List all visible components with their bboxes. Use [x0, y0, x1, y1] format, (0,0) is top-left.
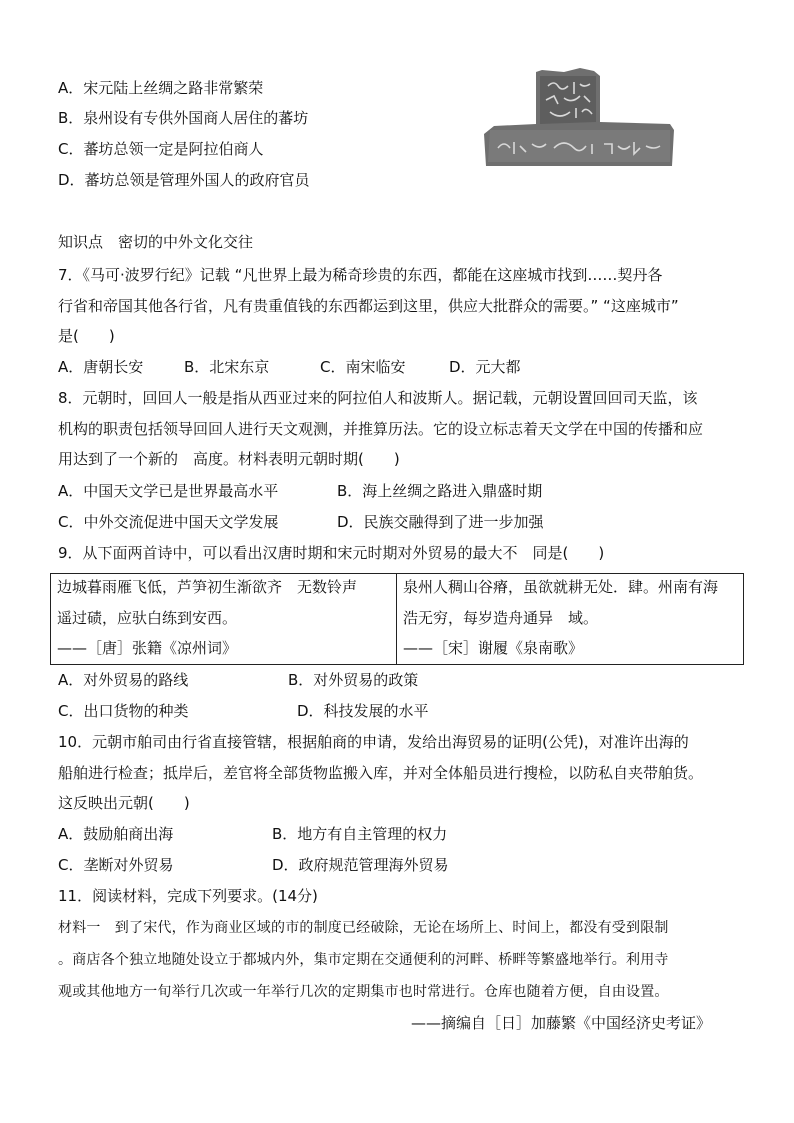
poem-left-line-1: 边城暮雨雁飞低，芦笋初生渐欲齐 无数铃声	[57, 578, 358, 596]
q8-line-3: 用达到了一个新的 高度。材料表明元朝时期( )	[58, 450, 400, 468]
q9-option-b: B．对外贸易的政策	[288, 671, 419, 689]
poem-right-line-1: 泉州人稠山谷瘠，虽欲就耕无处．肆。州南有海	[403, 578, 719, 596]
q6-option-b: B．泉州设有专供外国商人居住的蕃坊	[58, 109, 309, 127]
poem-left-line-2: 遥过碛，应驮白练到安西。	[57, 609, 238, 627]
q7-option-b: B．北宋东京	[184, 358, 270, 376]
section-heading: 知识点 密切的中外文化交往	[58, 233, 254, 251]
poem-table	[50, 573, 744, 665]
q11-material-line-3: 观或其他地方一旬举行几次或一年举行几次的定期集市也时常进行。仓库也随着方便，自由设置。	[58, 984, 669, 1000]
q8-line-2: 机构的职责包括领导回回人进行天文观测，并推算历法。它的设立标志着天文学在中国的传播和应	[58, 420, 704, 438]
q8-option-c: C．中外交流促进中国天文学发展	[58, 513, 279, 531]
q8-line-1: 8．元朝时，回回人一般是指从西亚过来的阿拉伯人和波斯人。据记载，元朝设置回回司天监，该	[58, 389, 698, 407]
q6-option-c: C．蕃坊总领一定是阿拉伯商人	[58, 140, 264, 158]
poem-right-source: ——［宋］谢履《泉南歌》	[403, 639, 584, 657]
q8-option-d: D．民族交融得到了进一步加强	[337, 513, 544, 531]
q6-option-d: D．蕃坊总领是管理外国人的政府官员	[58, 171, 310, 189]
q9-option-d: D．科技发展的水平	[297, 702, 429, 720]
q10-line-3: 这反映出元朝( )	[58, 794, 190, 812]
q10-line-2: 船舶进行检查；抵岸后，差官将全部货物监搬入库，并对全体船员进行搜检，以防私自夹带舶货。	[58, 764, 704, 782]
q9-stem: 9．从下面两首诗中，可以看出汉唐时期和宋元时期对外贸易的最大不 同是( )	[58, 544, 605, 562]
q10-option-d: D．政府规范管理海外贸易	[272, 856, 449, 874]
q11-material-source: ——摘编自［日］加藤繁《中国经济史考证》	[411, 1014, 712, 1032]
poem-table-divider	[396, 574, 397, 664]
q7-option-a: A．唐朝长安	[58, 358, 144, 376]
poem-left-source: ——［唐］张籍《凉州词》	[57, 639, 238, 657]
q7-option-d: D．元大都	[449, 358, 521, 376]
q10-option-b: B．地方有自主管理的权力	[272, 825, 448, 843]
q6-option-a: A．宋元陆上丝绸之路非常繁荣	[58, 79, 264, 97]
q10-option-a: A．鼓励舶商出海	[58, 825, 174, 843]
poem-right-line-2: 浩无穷，每岁造舟通异 域。	[403, 609, 599, 627]
q9-option-a: A．对外贸易的路线	[58, 671, 189, 689]
q8-option-b: B．海上丝绸之路进入鼎盛时期	[337, 482, 543, 500]
q11-material-line-1: 材料一 到了宋代，作为商业区域的市的制度已经破除，无论在场所上、时间上，都没有受到限制	[58, 920, 669, 936]
q7-line-1: 7．《马可·波罗行纪》记载 “凡世界上最为稀奇珍贵的东西，都能在这座城市找到……契丹各	[58, 266, 663, 284]
q8-option-a: A．中国天文学已是世界最高水平	[58, 482, 279, 500]
q11-stem: 11．阅读材料，完成下列要求。(14分)	[58, 887, 318, 905]
q9-option-c: C．出口货物的种类	[58, 702, 189, 720]
q7-line-2: 行省和帝国其他各行省，凡有贵重值钱的东西都运到这里，供应大批群众的需要。” “这座城市”	[58, 297, 679, 315]
q7-option-c: C．南宋临安	[320, 358, 406, 376]
q10-line-1: 10．元朝市舶司由行省直接管辖，根据舶商的申请，发给出海贸易的证明(公凭)，对准许出海的	[58, 733, 689, 751]
q10-option-c: C．垄断对外贸易	[58, 856, 174, 874]
q11-material-line-2: 。商店各个独立地随处设立于都城内外，集市定期在交通便利的河畔、桥畔等繁盛地举行。利用寺	[58, 952, 669, 968]
q7-line-3: 是( )	[58, 327, 115, 345]
inscription-stone-image	[484, 68, 674, 168]
